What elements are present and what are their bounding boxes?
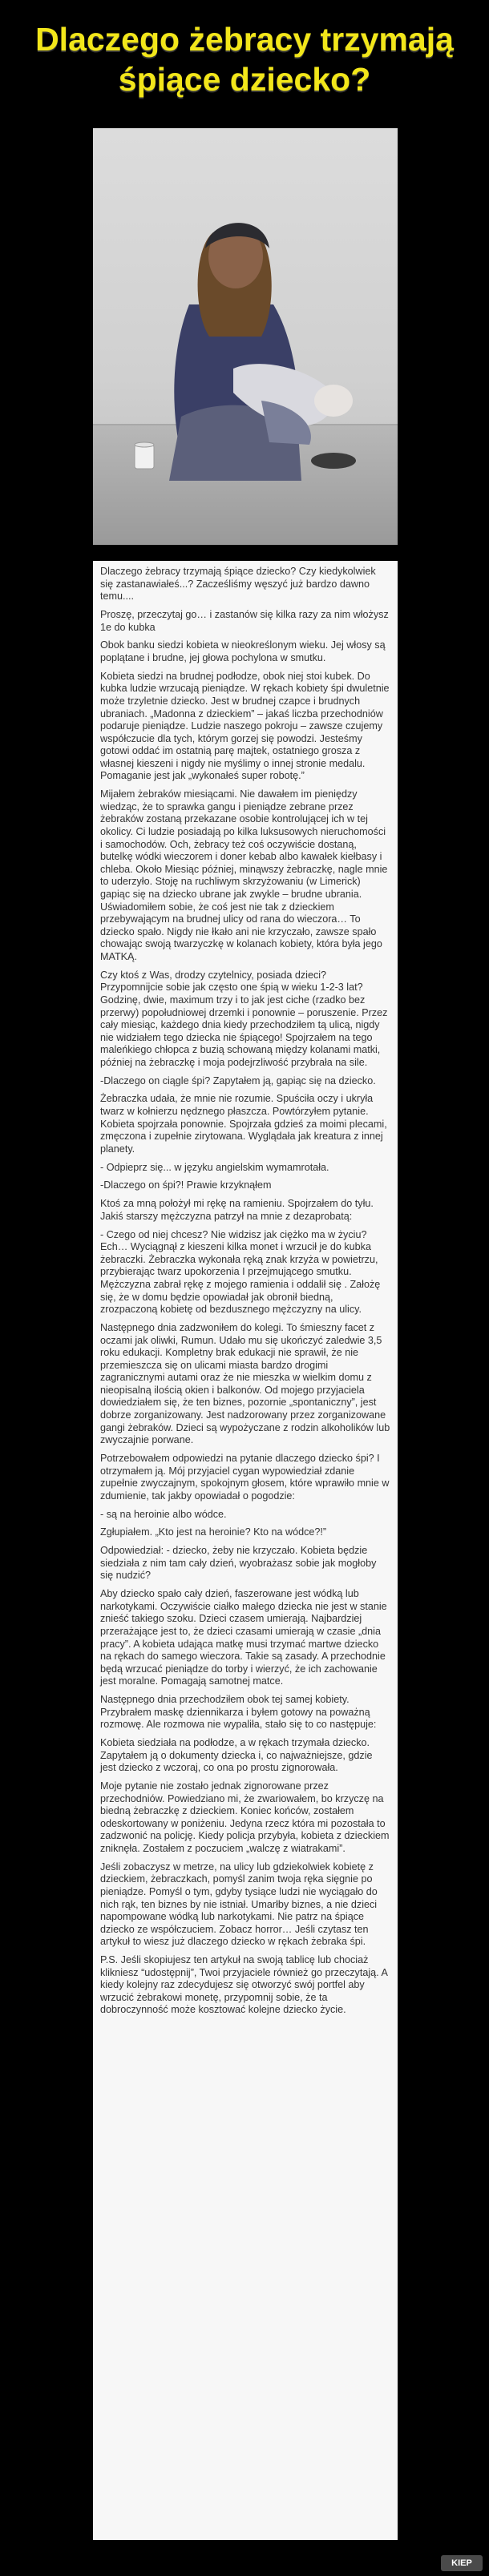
paragraph-11: Ktoś za mną położył mi rękę na ramieniu. Spojrzałem do tyłu. Jakiś starszy mężczyzna patrzył na mnie z dezaprobatą:: [100, 1198, 374, 1222]
paragraph-5: Mijałem żebraków miesiącami. Nie dawałem im pieniędzy wiedząc, że to sprawka gangu i pieniądze zebrane przez żebraków zostaną przekazane osobie kontrolującej ich w tej okolicy. Ci ludzie posiadają po kilka luksusowych nieruchomości i samochodów. Och, żebracy też coś oczywiście dostaną, butelkę wódki wieczorem i doner kebab albo kawałek kiełbasy i chleba. Około Miesiąc później, minąwszy żebraczkę, nagle mnie to uderzyło. Stoję na ruchliwym skrzyżowaniu (w Limerick) gapiąc się na dziecko ubrane jak zwykle – brudne ubrania. Uświadomiłem sobie, że coś jest nie tak z dzieckiem przebywającym na brudnej ulicy od rana do wieczora… To dziecko spało. Nigdy nie łkało ani nie krzyczało, zawsze spało chowając swoją twarzyczkę w kolanach kobiety, która była jego MATKĄ.: [100, 788, 388, 962]
paragraph-18: Aby dziecko spało cały dzień, faszerowane jest wódką lub narkotykami. Oczywiście ciałko małego dziecka nie jest w stanie znieść takiego szoku. Dzieci czasem umierają. Najbardziej przerażające jest to, że dzieci czasami umierają w czasie „dnia pracy”. A kobieta udająca matkę musi trzymać martwe dziecko na rękach do samego wieczora. Takie są zasady. A przechodnie będą wrzucać pieniądze do torby i wierzyć, że ich zachowanie jest moralne. Pomagają samotnej matce.: [100, 1588, 387, 1687]
paragraph-16: Zgłupiałem. „Kto jest na heroinie? Kto na wódce?!”: [100, 1526, 327, 1538]
photo-beggar-with-child: [93, 128, 398, 545]
paragraph-4: Kobieta siedzi na brudnej podłodze, obok niej stoi kubek. Do kubka ludzie wrzucają pieniądze. W rękach kobiety śpi dwuletnie może trzyletnie dziecko. Jest w brudnej czapce i brudnych ubraniach. „Madonna z dzieckiem” – jakaś liczba przechodniów podaruje pieniądze. Ludzie naszego pokroju – zawsze czujemy współczucie dla tych, którym gorzej się powodzi. Jesteśmy gotowi oddać im ostatnią parę majtek, ostatniego grosza z własnej kieszeni i nigdy nie myślimy o innej stronie medalu. Pomaganie jest jak „wykonałeś super robotę.”: [100, 670, 390, 782]
paragraph-10: -Dlaczego on śpi?! Prawie krzyknąłem: [100, 1179, 272, 1191]
paragraph-19: Następnego dnia przechodziłem obok tej samej kobiety. Przybrałem maskę dziennikarza i byłem gotowy na poważną rozmowę. Ale rozmowa nie wypaliła, stało się to co następuje:: [100, 1694, 377, 1731]
paragraph-9: - Odpieprz się... w języku angielskim wymamrotała.: [100, 1161, 329, 1173]
paragraph-6: Czy ktoś z Was, drodzy czytelnicy, posiada dzieci? Przypomnijcie sobie jak często one śpią w wieku 1-2-3 lat? Godzinę, dwie, maximum trzy i to jak jest ciche (rzadko bez przerwy) popołudniowej drzemki i ponownie – poruszenie. Przez cały miesiąc, każdego dnia kiedy przechodziłem tą ulicą, nigdy nie widziałem tego dziecka nie śpiącego! Spojrzałem na tego maleńkiego chłopca z buzią schowaną między kolanami matki, później na żebraczkę i moja podejrzliwość przybrała na sile.: [100, 969, 388, 1068]
header: [0, 0, 489, 119]
article-body: [93, 561, 398, 2540]
paragraph-13: Następnego dnia zadzwoniłem do kolegi. To śmieszny facet z oczami jak oliwki, Rumun. Udało mu się ukończyć zaledwie 3,5 roku edukacji. Kompletny brak edukacji nie sprawił, że nie przemieszcza się on ulicami miasta bardzo drogimi zagranicznymi autami oraz że nie mieszka w wielkim domu z nieopisalną ilością okien i balkonów. Od mojego przyjaciela dowiedziałem się, że ten biznes, pozornie „spontaniczny”, jest dobrze zorganizowany. Jest nadzorowany przez zorganizowane gangi żebraków. Dzieci są wypożyczane z rodzin alkoholików lub zwyczajnie porwane.: [100, 1321, 390, 1446]
paragraph-1: Dlaczego żebracy trzymają śpiące dziecko? Czy kiedykolwiek się zastanawiałeś...? Zacześliśmy węszyć już bardzo dawno temu....: [100, 566, 376, 603]
paragraph-20: Kobieta siedziała na podłodze, a w rękach trzymała dziecko. Zapytałem ją o dokumenty dziecka i, co najważniejsze, gdzie jest dziecko z wczoraj, co ona po prostu zignorowała.: [100, 1737, 373, 1774]
paragraph-7: -Dlaczego on ciągle śpi? Zapytałem ją, gapiąc się na dziecko.: [100, 1074, 376, 1086]
paragraph-2: Proszę, przeczytaj go… i zastanów się kilka razy za nim włożysz 1e do kubka: [100, 608, 389, 633]
site-watermark-logo: KIEP: [441, 2555, 483, 2571]
paragraph-8: Żebraczka udała, że mnie nie rozumie. Spuściła oczy i ukryła twarz w kołnierzu nędznego płaszcza. Powtórzyłem pytanie. Kobieta spojrzała ponownie. Spojrzała gdzieś za moimi plecami, zmęczona i zupełnie zirytowana. Wyglądała jak kreatura z innej planety.: [100, 1093, 387, 1155]
paragraph-12: - Czego od niej chcesz? Nie widzisz jak ciężko ma w życiu? Ech… Wyciągnął z kieszeni kilka monet i wrzucił je do kubka żebraczki. Żebraczka wykonała ręką znak krzyża w powietrzu, przybierając twarz upokorzenia I przejmującego smutku. Mężczyzna zabrał rękę z mojego ramienia i oddalił się . Założę się, że w domu będzie opowiadał jak obronił biedną, zrozpaczoną kobietę od bezdusznego mężczyzny na ulicy.: [100, 1228, 381, 1316]
photo-illustration: [93, 128, 398, 545]
paragraph-22: Jeśli zobaczysz w metrze, na ulicy lub gdziekolwiek kobietę z dzieckiem, żebraczkach, pomyśl zanim twoja ręka sięgnie po pieniądze. Pomyśl o tym, gdyby tysiące ludzi nie wyciągało do nich rąk, ten biznes by nie istniał. Umarłby biznes, a nie dzieci napompowane wódką lub narkotykami. Nie patrz na śpiące dziecko ze współczuciem. Zobacz horror… Jeśli czytasz ten artykuł to wiesz już dlaczego dziecko w rękach żebraka śpi.: [100, 1860, 378, 1948]
page-title: Dlaczego żebracy trzymają śpiące dziecko?: [35, 21, 454, 98]
paragraph-15: - są na heroinie albo wódce.: [100, 1508, 227, 1520]
paragraph-17: Odpowiedział: - dziecko, żeby nie krzyczało. Kobieta będzie siedziała z nim tam cały dzień, wyobrażasz sobie jak mogłoby się nudzić?: [100, 1545, 377, 1582]
paragraph-3: Obok banku siedzi kobieta w nieokreślonym wieku. Jej włosy są poplątane i brudne, jej głowa pochylona w smutku.: [100, 639, 386, 663]
paragraph-21: Moje pytanie nie zostało jednak zignorowane przez przechodniów. Powiedziano mi, że zwariowałem, bo krzyczę na biedną żebraczkę z dzieckiem. Koniec końców, zostałem odeskortowany w poniżeniu. Jedyna rzecz która mi pozostała to zadzwonić na policję. Kiedy policja przybyła, kobieta z dzieckiem zniknęła. Zostałem z poczuciem „walczę z wiatrakami”.: [100, 1780, 390, 1854]
paragraph-14: Potrzebowałem odpowiedzi na pytanie dlaczego dziecko śpi? I otrzymałem ją. Mój przyjaciel cygan wypowiedział zdanie zupełnie zwyczajnym, spokojnym głosem, które wprawiło mnie w zdumienie, tak jakby opowiadał o pogodzie:: [100, 1453, 390, 1502]
paragraph-23: P.S. Jeśli skopiujesz ten artykuł na swoją tablicę lub chociaż klikniesz “udostępnij”, Twoi przyjaciele również go przeczytają. A kiedy kolejny raz zdecydujesz się otworzyć swój portfel aby wrzucić żebrakowi monetę, przypomnij sobie, że ta dobroczynność może kosztować kolejne dziecko życie.: [100, 1954, 388, 2016]
